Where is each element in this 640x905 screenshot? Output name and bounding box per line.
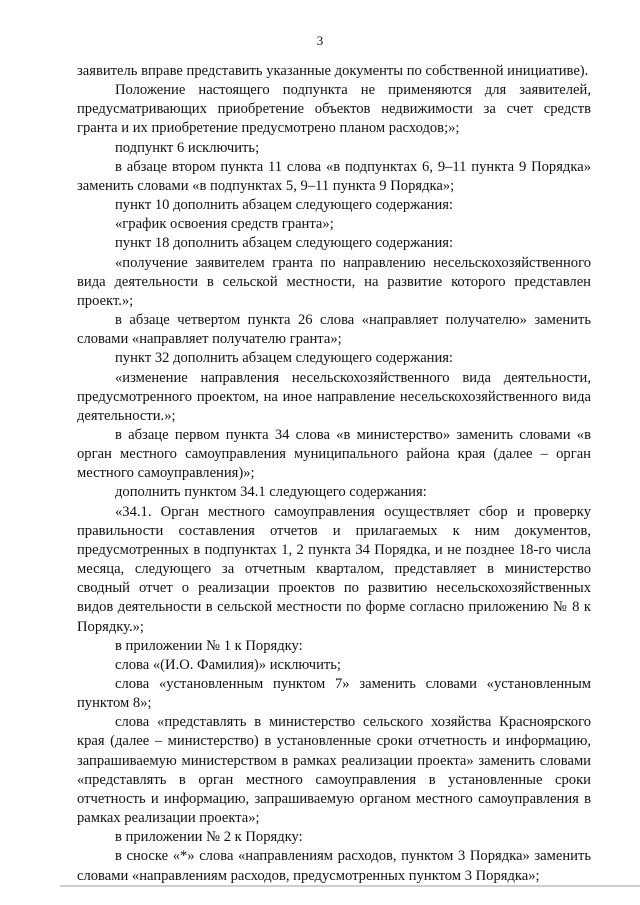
paragraph: подпункт 6 исключить; [115, 139, 260, 156]
paragraph: в абзаце первом пункта 34 слова «в министерство» заменить словами «в орган местного самоуправления муниципального района края (далее – орган местного самоуправления)»; [77, 426, 591, 482]
paragraph: в приложении № 1 к Порядку: [115, 637, 303, 654]
paragraph: дополнить пунктом 34.1 следующего содержания: [115, 484, 427, 501]
paragraph: слова «установленным пунктом 7» заменить словами «установленным пунктом 8»; [77, 676, 591, 712]
page-number: 3 [316, 33, 324, 48]
paragraph: в приложении № 2 к Порядку: [115, 829, 303, 846]
paragraph: слова «(И.О. Фамилия)» исключить; [115, 656, 341, 673]
paragraph: «изменение направления несельскохозяйственного вида деятельности, предусмотренного проектом, на иное направление несельскохозяйственного вида деятельности.»; [77, 369, 591, 424]
paragraph: в абзаце четвертом пункта 26 слова «направляет получателю» заменить словами «направляет получателю гранта»; [77, 312, 591, 348]
paragraph: пункт 32 дополнить абзацем следующего содержания: [115, 350, 454, 367]
document-body [77, 62, 591, 886]
paragraph: Положение настоящего подпункта не применяются для заявителей, предусматривающих приобретение объектов недвижимости за счет средств гранта и их приобретение предусмотрено планом расходов;»; [77, 82, 591, 137]
paragraph: «34.1. Орган местного самоуправления осуществляет сбор и проверку правильности составления отчетов и прилагаемых к ним документов, предусмотренных в подпунктах 1, 2 пункта 34 Порядка, и не позднее 18-го числа месяца, следующего за отчетным кварталом, представляет в министерство сводный отчет о реализации проектов по развитию несельскохозяйственных видов деятельности в сельской местности по форме согласно приложению № 8 к Порядку.»; [77, 503, 591, 635]
paragraph: пункт 10 дополнить абзацем следующего содержания: [115, 197, 454, 214]
paragraph: слова «представлять в министерство сельского хозяйства Красноярского края (далее – министерство) в установленные сроки отчетность и информацию, запрашиваемую министерством в рамках реализации проекта» заменить словами «представлять в орган местного самоуправления в установленные сроки отчетность и информацию, запрашиваемую органом местного самоуправления в рамках реализации проекта»; [77, 714, 591, 827]
paragraph: заявитель вправе представить указанные документы по собственной инициативе). [77, 63, 589, 79]
paragraph: «график освоения средств гранта»; [115, 216, 334, 233]
paragraph: пункт 18 дополнить абзацем следующего содержания: [115, 235, 454, 252]
scan-edge-line [60, 885, 640, 887]
paragraph: в сноске «*» слова «направлениям расходов, пунктом 3 Порядка» заменить словами «направлениям расходов, предусмотренных пунктом 3 Порядка»; [77, 848, 591, 884]
paragraph: «получение заявителем гранта по направлению несельскохозяйственного вида деятельности в сельской местности, на развитие которого представлен проект.»; [77, 254, 591, 309]
paragraph: в абзаце втором пункта 11 слова «в подпунктах 6, 9–11 пункта 9 Порядка» заменить словами «в подпунктах 5, 9–11 пункта 9 Порядка»; [77, 158, 591, 194]
